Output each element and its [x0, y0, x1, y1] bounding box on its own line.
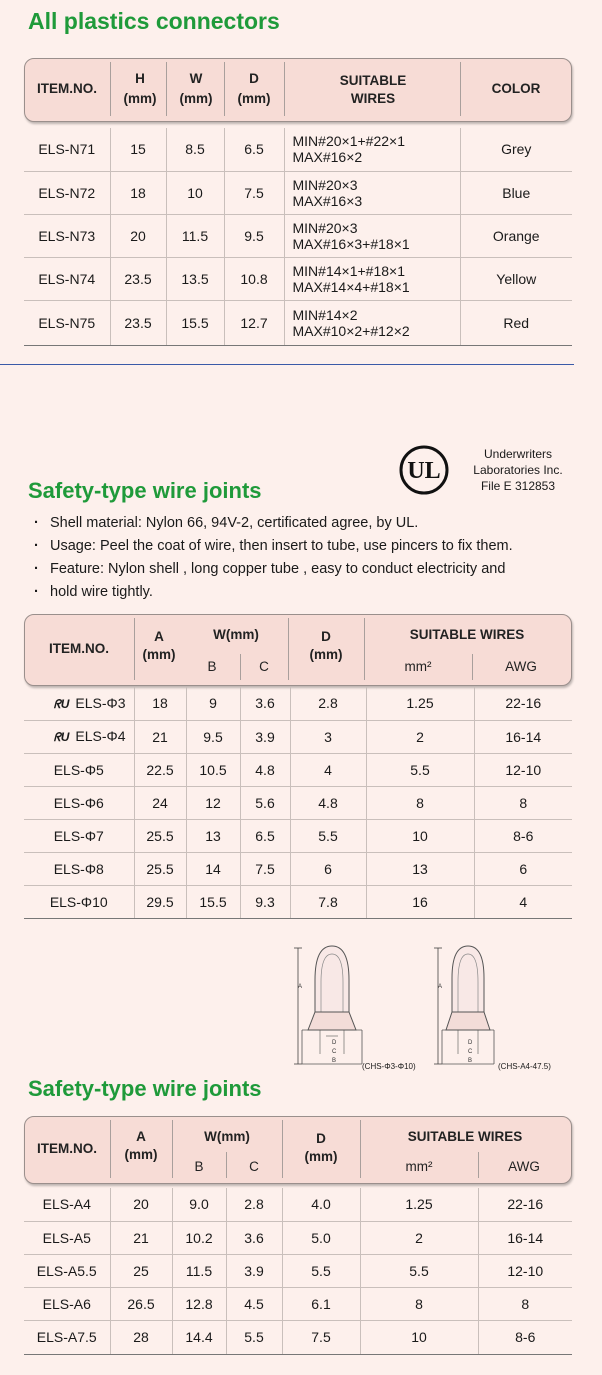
cell-mm2: 1.25 — [360, 1188, 478, 1221]
item-code: ELS-Φ4 — [75, 728, 126, 744]
cell-c: 4.8 — [240, 753, 290, 786]
col-h-unit: (mm) — [123, 91, 157, 106]
section-title-safety-2: Safety-type wire joints — [28, 1076, 262, 1101]
table-row — [24, 786, 572, 819]
cell-wires — [284, 128, 460, 171]
cell-item: ELS-Φ6 — [24, 786, 134, 819]
wires-min: MIN#20×3 — [292, 176, 358, 193]
cell-wires — [284, 300, 460, 345]
cell-h: 23.5 — [110, 300, 166, 345]
table-row — [24, 300, 572, 345]
header-labels-safety-2 — [24, 1116, 570, 1182]
cell-b: 14.4 — [172, 1320, 226, 1354]
label-b: B — [332, 1058, 337, 1064]
col-w: W(mm) — [204, 1129, 250, 1144]
cell-b: 12.8 — [172, 1287, 226, 1320]
ul-text-line: File E 312853 — [480, 479, 556, 493]
cell-d: 5.0 — [282, 1221, 360, 1254]
cell-mm2: 16 — [366, 885, 474, 918]
table-row — [24, 687, 572, 720]
cell-a: 25.5 — [134, 852, 186, 885]
cell-awg: 22-16 — [478, 1188, 572, 1221]
cell-item: ELS-Φ5 — [24, 753, 134, 786]
col-wires: SUITABLE WIRES — [409, 627, 525, 642]
cell-c: 5.6 — [240, 786, 290, 819]
cell-b: 9.5 — [186, 720, 240, 753]
section-divider — [0, 364, 574, 365]
cell-color: Blue — [460, 171, 572, 214]
cell-d: 3 — [290, 720, 366, 753]
col-d-unit: (mm) — [304, 1149, 338, 1164]
cell-b: 10.2 — [172, 1221, 226, 1254]
col-item: ITEM.NO. — [49, 641, 109, 656]
wires-max: MAX#16×3+#18×1 — [292, 235, 410, 252]
wires-min: MIN#14×1+#18×1 — [292, 262, 405, 279]
col-item: ITEM.NO. — [37, 81, 97, 96]
wires-max: MAX#16×2 — [292, 149, 363, 166]
cell-a: 20 — [110, 1188, 172, 1221]
wires-min: MIN#14×2 — [292, 306, 358, 323]
table-row — [24, 885, 572, 918]
cell-item: ELS-Φ7 — [24, 819, 134, 852]
cell-h: 15 — [110, 128, 166, 171]
ul-mark-icon: ᖇU — [53, 696, 70, 711]
cell-wires — [284, 257, 460, 300]
col-mm2: mm² — [404, 659, 432, 674]
cell-d: 12.7 — [224, 300, 284, 345]
col-wires: SUITABLE WIRES — [407, 1129, 523, 1144]
cell-d: 6 — [290, 852, 366, 885]
cell-c: 4.5 — [226, 1287, 282, 1320]
wires-max: MAX#16×3 — [292, 192, 363, 209]
col-w-unit: (mm) — [179, 91, 213, 106]
table-row — [24, 128, 572, 171]
table-row — [24, 1320, 572, 1354]
ul-certification-text — [470, 446, 566, 494]
cell-item: ELS-A5 — [24, 1221, 110, 1254]
cell-d: 9.5 — [224, 214, 284, 257]
cell-w: 15.5 — [166, 300, 224, 345]
cell-h: 23.5 — [110, 257, 166, 300]
table-row — [24, 819, 572, 852]
table-row — [24, 214, 572, 257]
cell-wires — [284, 171, 460, 214]
cell-awg: 8-6 — [474, 819, 572, 852]
list-item: · Shell material: Nylon 66, 94V-2, certificated agree, by UL. — [34, 512, 513, 535]
wire-joint-drawing-2 — [430, 940, 570, 1076]
wires-min: MIN#20×1+#22×1 — [292, 133, 405, 150]
col-d: D — [321, 629, 331, 644]
cell-a: 21 — [134, 720, 186, 753]
cell-mm2: 8 — [366, 786, 474, 819]
cell-c: 5.5 — [226, 1320, 282, 1354]
table-row — [24, 1221, 572, 1254]
col-c: C — [259, 659, 269, 674]
cell-a: 28 — [110, 1320, 172, 1354]
wires-min: MIN#20×3 — [292, 219, 358, 236]
cell-w: 10 — [166, 171, 224, 214]
col-a-unit: (mm) — [124, 1147, 158, 1162]
cell-d: 5.5 — [290, 819, 366, 852]
cell-b: 14 — [186, 852, 240, 885]
cell-awg: 4 — [474, 885, 572, 918]
cell-c: 3.9 — [226, 1254, 282, 1287]
cell-mm2: 5.5 — [360, 1254, 478, 1287]
cell-awg: 22-16 — [474, 687, 572, 720]
cell-d: 7.5 — [224, 171, 284, 214]
cell-w: 13.5 — [166, 257, 224, 300]
cell-awg: 8-6 — [478, 1320, 572, 1354]
col-item: ITEM.NO. — [37, 1141, 97, 1156]
cell-d: 4.0 — [282, 1188, 360, 1221]
cell-mm2: 2 — [360, 1221, 478, 1254]
ul-logo — [398, 444, 450, 501]
section-title-plastics: All plastics connectors — [28, 8, 280, 34]
cell-c: 3.9 — [240, 720, 290, 753]
figure-caption-1: (CHS-Φ3-Φ10) — [362, 1062, 416, 1071]
cell-item — [24, 720, 134, 753]
cell-item: ELS-Φ8 — [24, 852, 134, 885]
table-row — [24, 753, 572, 786]
item-code: ELS-Φ3 — [75, 694, 126, 711]
cell-h: 20 — [110, 214, 166, 257]
col-wires-1: SUITABLE — [339, 73, 407, 88]
cell-a: 25.5 — [134, 819, 186, 852]
cell-color: Grey — [460, 128, 572, 171]
cell-d: 4.8 — [290, 786, 366, 819]
cell-a: 26.5 — [110, 1287, 172, 1320]
table-row — [24, 1287, 572, 1320]
wires-max: MAX#14×4+#18×1 — [292, 278, 410, 295]
cell-d: 5.5 — [282, 1254, 360, 1287]
cell-mm2: 1.25 — [366, 687, 474, 720]
label-a: A — [438, 984, 443, 990]
cell-color: Yellow — [460, 257, 572, 300]
label-c: C — [332, 1049, 337, 1055]
header-labels-plastics — [24, 58, 570, 120]
cell-item: ELS-A5.5 — [24, 1254, 110, 1287]
cell-mm2: 13 — [366, 852, 474, 885]
cell-awg: 8 — [478, 1287, 572, 1320]
col-wires-2: WIRES — [350, 91, 396, 106]
cell-a: 24 — [134, 786, 186, 819]
cell-c: 3.6 — [226, 1221, 282, 1254]
cell-wires — [284, 214, 460, 257]
col-w: W(mm) — [213, 627, 259, 642]
header-labels-safety-1 — [24, 614, 570, 684]
col-d: D — [249, 71, 259, 86]
wire-joint-drawing-1 — [288, 940, 428, 1076]
cell-item: ELS-N75 — [24, 300, 110, 345]
cell-mm2: 5.5 — [366, 753, 474, 786]
cell-b: 11.5 — [172, 1254, 226, 1287]
cell-a: 22.5 — [134, 753, 186, 786]
cell-item: ELS-A4 — [24, 1188, 110, 1221]
cell-c: 9.3 — [240, 885, 290, 918]
feature-list — [34, 512, 513, 604]
cell-c: 3.6 — [240, 687, 290, 720]
col-a: A — [154, 629, 164, 644]
col-a: A — [136, 1129, 146, 1144]
col-b: B — [207, 659, 217, 674]
cell-mm2: 10 — [360, 1320, 478, 1354]
cell-b: 9 — [186, 687, 240, 720]
table-row — [24, 852, 572, 885]
cell-awg: 16-14 — [478, 1221, 572, 1254]
table-row — [24, 720, 572, 753]
label-a: A — [298, 984, 303, 990]
cell-item: ELS-N71 — [24, 128, 110, 171]
label-d: D — [468, 1040, 473, 1046]
cell-d: 10.8 — [224, 257, 284, 300]
col-b: B — [194, 1159, 204, 1174]
cell-d: 7.5 — [282, 1320, 360, 1354]
col-d-unit: (mm) — [237, 91, 271, 106]
col-c: C — [249, 1159, 259, 1174]
table-row — [24, 257, 572, 300]
cell-w: 8.5 — [166, 128, 224, 171]
table-row — [24, 1188, 572, 1221]
col-d-unit: (mm) — [309, 647, 343, 662]
cell-item: ELS-A7.5 — [24, 1320, 110, 1354]
cell-h: 18 — [110, 171, 166, 214]
col-awg: AWG — [508, 1159, 540, 1174]
cell-d: 6.1 — [282, 1287, 360, 1320]
list-item-continued: · hold wire tightly. — [34, 581, 513, 604]
ul-text-line: Laboratories Inc. — [473, 463, 563, 477]
cell-mm2: 10 — [366, 819, 474, 852]
cell-item: ELS-N72 — [24, 171, 110, 214]
cell-d: 6.5 — [224, 128, 284, 171]
cell-item — [24, 687, 134, 720]
col-awg: AWG — [505, 659, 537, 674]
label-d: D — [332, 1040, 337, 1046]
table-plastics — [24, 128, 572, 346]
cell-a: 29.5 — [134, 885, 186, 918]
cell-b: 9.0 — [172, 1188, 226, 1221]
table-row — [24, 171, 572, 214]
cell-mm2: 8 — [360, 1287, 478, 1320]
cell-awg: 8 — [474, 786, 572, 819]
cell-w: 11.5 — [166, 214, 224, 257]
cell-awg: 12-10 — [474, 753, 572, 786]
cell-item: ELS-N74 — [24, 257, 110, 300]
cell-mm2: 2 — [366, 720, 474, 753]
table-safety-1 — [24, 687, 572, 919]
cell-item: ELS-N73 — [24, 214, 110, 257]
list-item: · Usage: Peel the coat of wire, then insert to tube, use pincers to fix them. — [34, 535, 513, 558]
cell-c: 6.5 — [240, 819, 290, 852]
cell-awg: 12-10 — [478, 1254, 572, 1287]
col-mm2: mm² — [405, 1159, 433, 1174]
wires-max: MAX#10×2+#12×2 — [292, 322, 410, 339]
cell-a: 21 — [110, 1221, 172, 1254]
cell-a: 18 — [134, 687, 186, 720]
cell-item: ELS-A6 — [24, 1287, 110, 1320]
label-c: C — [468, 1049, 473, 1055]
ul-mark-icon: ᖇU — [53, 730, 70, 744]
cell-a: 25 — [110, 1254, 172, 1287]
col-h: H — [135, 71, 145, 86]
col-a-unit: (mm) — [142, 647, 176, 662]
table-row — [24, 1254, 572, 1287]
cell-b: 12 — [186, 786, 240, 819]
list-item: · Feature: Nylon shell , long copper tube , easy to conduct electricity and — [34, 558, 513, 581]
ul-text-line: Underwriters — [483, 447, 552, 461]
col-d: D — [316, 1131, 326, 1146]
cell-b: 10.5 — [186, 753, 240, 786]
cell-d: 2.8 — [290, 687, 366, 720]
cell-awg: 16-14 — [474, 720, 572, 753]
cell-d: 7.8 — [290, 885, 366, 918]
figure-caption-2: (CHS-A4-47.5) — [498, 1062, 551, 1071]
cell-d: 4 — [290, 753, 366, 786]
cell-awg: 6 — [474, 852, 572, 885]
cell-c: 7.5 — [240, 852, 290, 885]
cell-item: ELS-Φ10 — [24, 885, 134, 918]
ul-logo-text: UL — [407, 458, 441, 484]
col-color: COLOR — [491, 81, 541, 96]
cell-c: 2.8 — [226, 1188, 282, 1221]
cell-color: Orange — [460, 214, 572, 257]
label-b: B — [468, 1058, 473, 1064]
col-w: W — [189, 71, 203, 86]
cell-color: Red — [460, 300, 572, 345]
cell-b: 15.5 — [186, 885, 240, 918]
cell-b: 13 — [186, 819, 240, 852]
section-title-safety-1: Safety-type wire joints — [28, 478, 262, 503]
table-safety-2 — [24, 1188, 572, 1355]
